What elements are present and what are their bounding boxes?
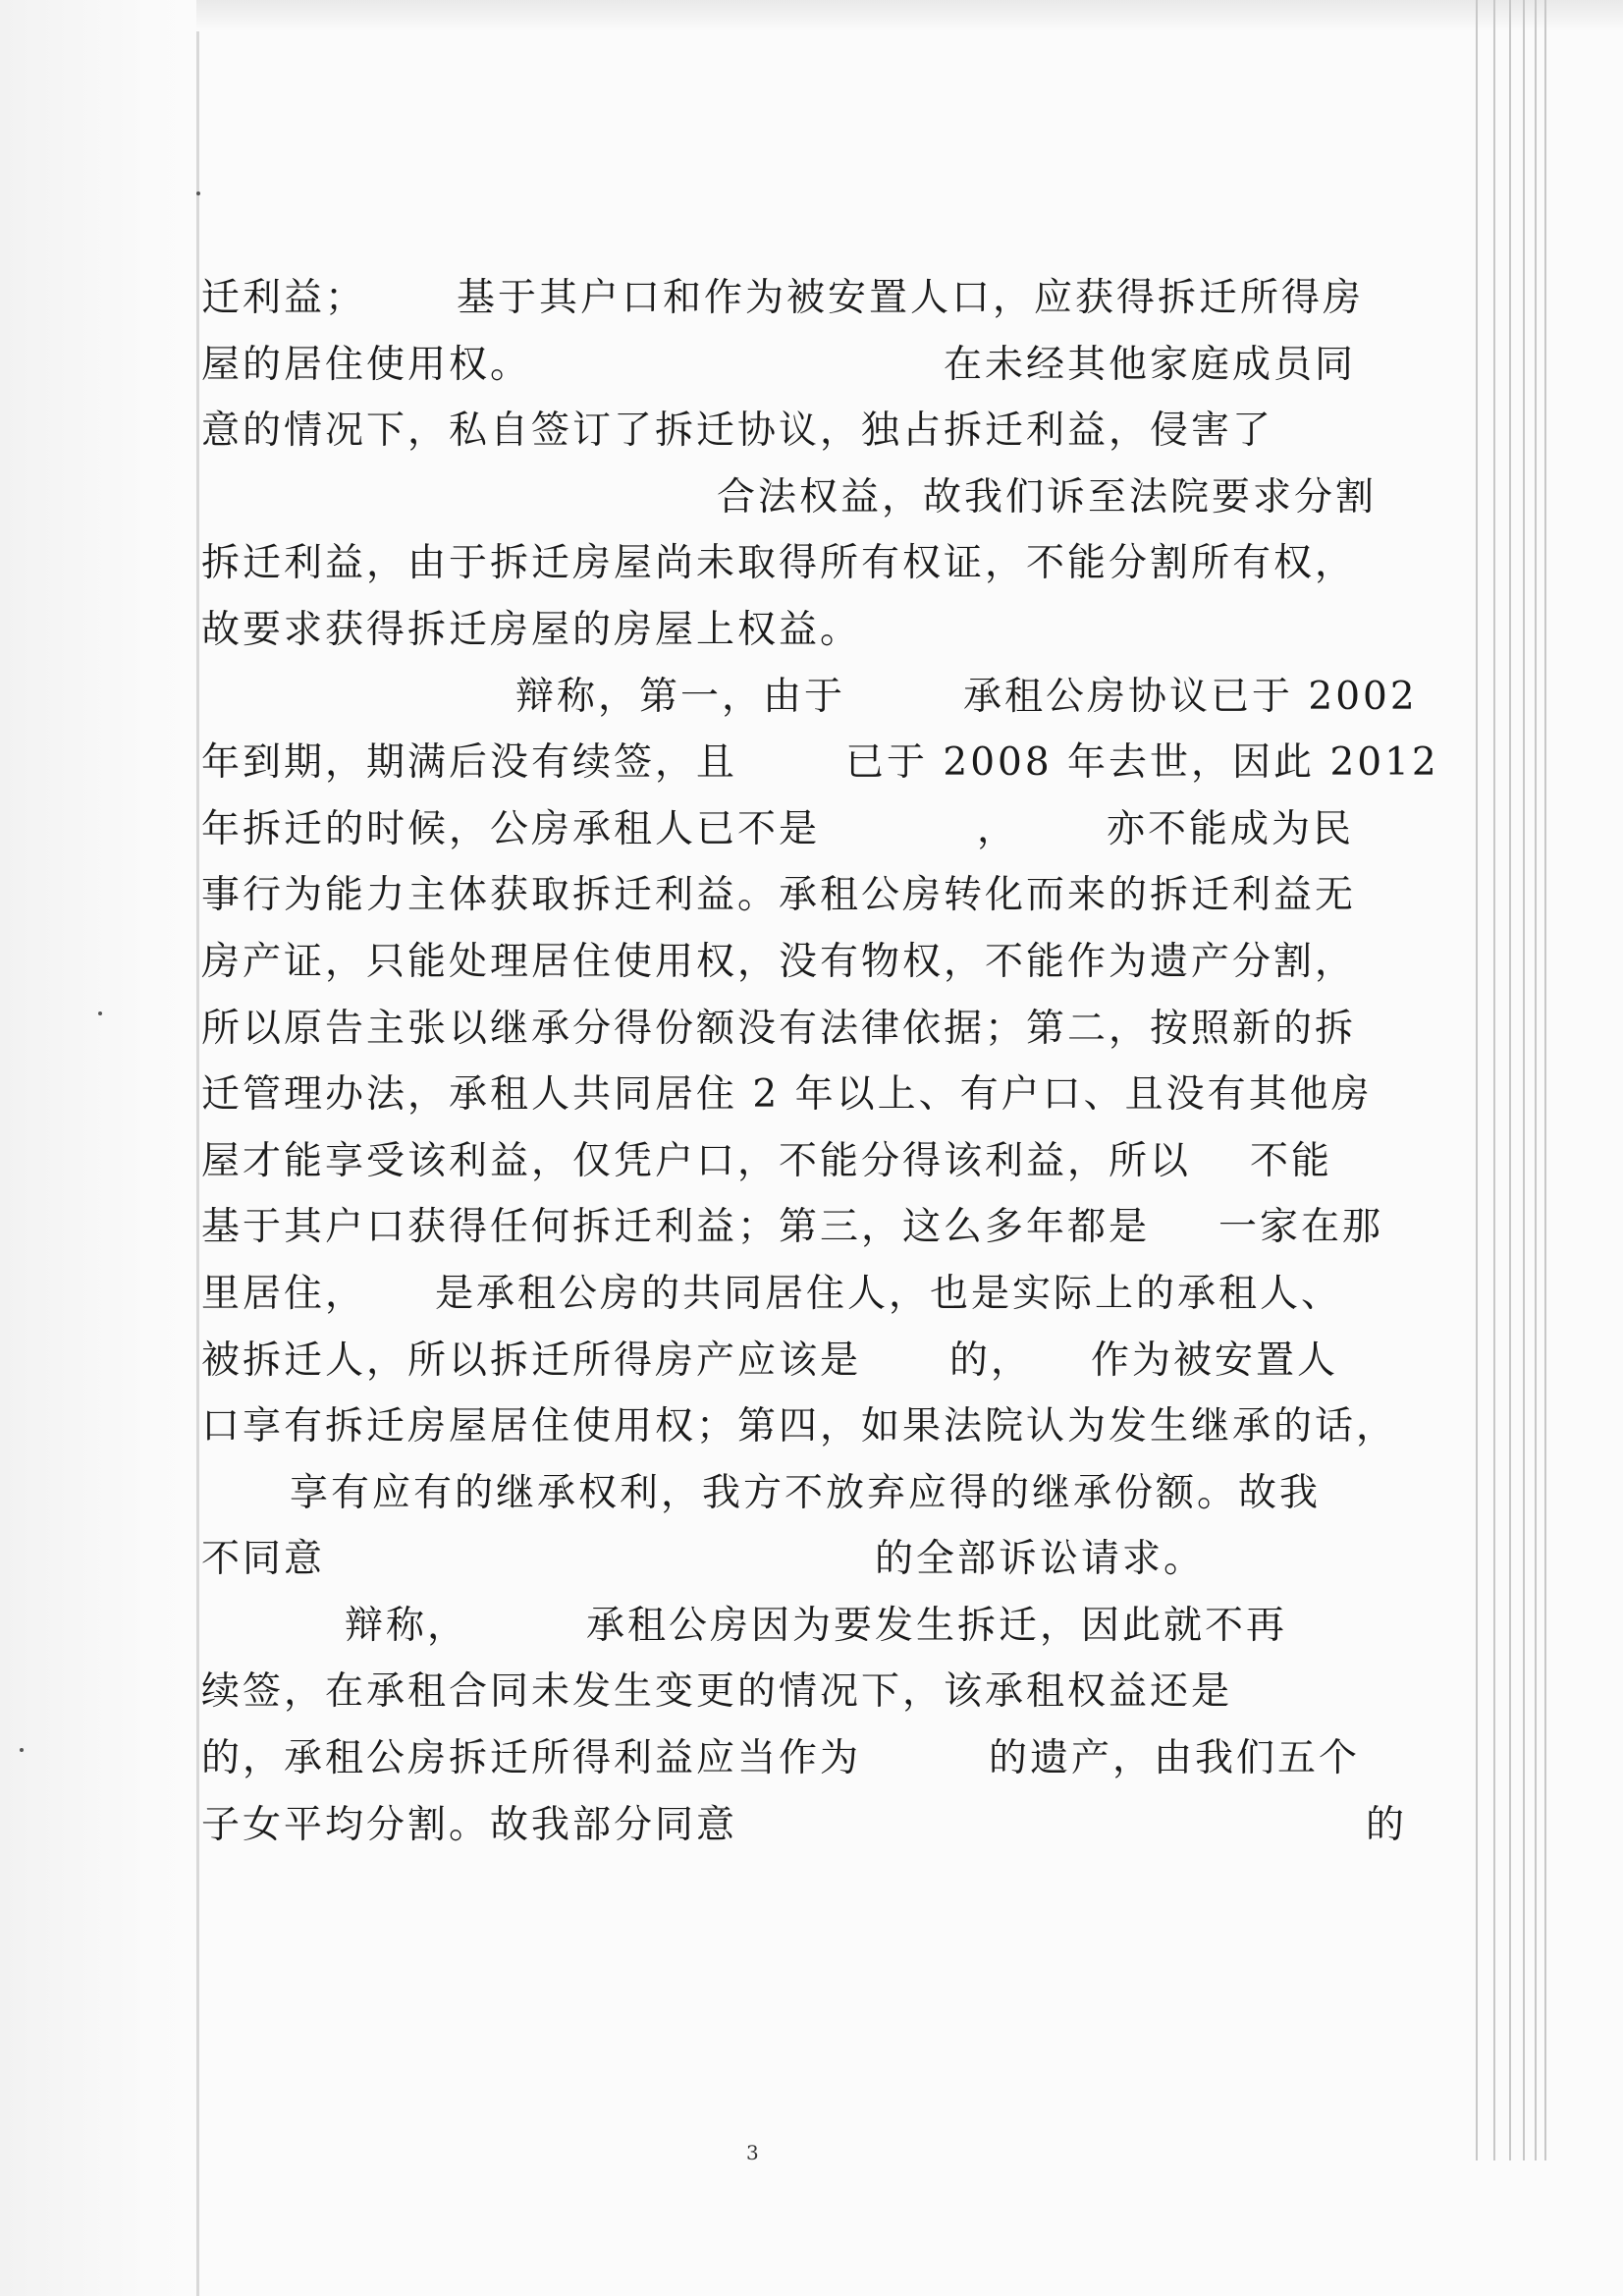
- text-line: [201, 1194, 1429, 1261]
- page-number: 3: [746, 2141, 759, 2164]
- text-line: [201, 1328, 1429, 1394]
- text-segment: 辩称，第一，由于: [515, 674, 846, 719]
- text-line: [201, 1593, 1429, 1660]
- text-line: [201, 398, 1429, 465]
- text-segment: 迁管理办法，承租人共同居住 2 年以上、有户口、且没有其他房: [201, 1072, 1373, 1118]
- text-line: [201, 1792, 1429, 1859]
- text-segment: 享有应有的继承权利，我方不放弃应得的继承份额。故我: [290, 1470, 1322, 1515]
- text-line: [201, 730, 1439, 796]
- scan-left-edge: [0, 0, 187, 2296]
- text-segment: 口享有拆迁房屋居住使用权；第四，如果法院认为发生继承的话，: [201, 1404, 1398, 1449]
- text-line: [201, 796, 1429, 863]
- text-line: [201, 1062, 1429, 1128]
- text-segment: 意的情况下，私自签订了拆迁协议，独占拆迁利益，侵害了: [201, 409, 1274, 454]
- text-segment: 基于其户口和作为被安置人口，应获得拆迁所得房: [457, 276, 1365, 320]
- text-segment: 辩称，: [345, 1603, 469, 1648]
- text-segment: 的遗产，由我们五个: [989, 1736, 1361, 1781]
- scan-speck: [196, 191, 200, 195]
- text-segment: 事行为能力主体获取拆迁利益。承租公房转化而来的拆迁利益无: [201, 873, 1357, 918]
- text-segment: 已于 2008 年去世，因此 2012: [845, 740, 1439, 786]
- text-line: [201, 597, 1429, 664]
- text-segment: 年到期，期满后没有续签，且: [201, 740, 738, 786]
- text-segment: 故要求获得拆迁房屋的房屋上权益。: [201, 607, 862, 652]
- scan-speck: [20, 1748, 24, 1752]
- text-segment: 是承租公房的共同居住人，也是实际上的承租人、: [435, 1271, 1343, 1316]
- text-segment: 在未经其他家庭成员同: [944, 342, 1357, 387]
- scan-speck: [98, 1011, 102, 1015]
- text-segment: 房产证，只能处理居住使用权，没有物权，不能作为遗产分割，: [201, 939, 1357, 984]
- text-line: [201, 664, 1429, 731]
- text-segment: 年拆迁的时候，公房承租人已不是: [201, 806, 821, 851]
- text-segment: 的全部诉讼请求。: [875, 1537, 1206, 1582]
- text-segment: 的: [1366, 1802, 1408, 1847]
- text-line: [201, 265, 1429, 332]
- text-segment: 合法权益，故我们诉至法院要求分割: [717, 474, 1378, 519]
- text-line: [201, 1659, 1429, 1725]
- text-segment: 基于其户口获得任何拆迁利益；第三，这么多年都是: [201, 1205, 1151, 1250]
- text-line: [201, 332, 1429, 399]
- page-stack-edge: [1466, 0, 1623, 2296]
- text-segment: 作为被安置人: [1091, 1338, 1339, 1383]
- text-line: [201, 1460, 1429, 1527]
- text-line: [201, 929, 1429, 996]
- text-segment: 子女平均分割。故我部分同意: [201, 1802, 738, 1847]
- text-segment: 续签，在承租合同未发生变更的情况下，该承租权益还是: [201, 1669, 1233, 1715]
- text-segment: 不能: [1250, 1138, 1333, 1183]
- text-segment: 承租公房协议已于 2002: [963, 674, 1418, 719]
- text-segment: 承租公房因为要发生拆迁，因此就不再: [586, 1603, 1288, 1648]
- scan-top-shadow: [196, 0, 1623, 31]
- text-line: [201, 1261, 1429, 1328]
- text-line: [201, 1526, 1429, 1593]
- text-segment: ，: [977, 806, 1019, 851]
- text-segment: 的，: [949, 1338, 1033, 1383]
- text-segment: 亦不能成为民: [1107, 806, 1355, 851]
- text-line: [201, 1725, 1429, 1792]
- text-segment: 的，承租公房拆迁所得利益应当作为: [201, 1736, 862, 1781]
- scan-binding-shadow: [196, 0, 199, 2296]
- text-line: [201, 530, 1429, 597]
- text-segment: 一家在那: [1218, 1205, 1384, 1250]
- text-segment: 所以原告主张以继承分得份额没有法律依据；第二，按照新的拆: [201, 1006, 1357, 1051]
- text-line: [201, 996, 1429, 1063]
- text-segment: 屋才能享受该利益，仅凭户口，不能分得该利益，所以: [201, 1138, 1192, 1183]
- text-line: [201, 1128, 1429, 1195]
- text-segment: 拆迁利益，由于拆迁房屋尚未取得所有权证，不能分割所有权，: [201, 541, 1357, 586]
- text-segment: 不同意: [201, 1537, 326, 1582]
- body-text: [201, 265, 1439, 1858]
- text-segment: 屋的居住使用权。: [201, 342, 532, 387]
- text-segment: 迁利益；: [201, 276, 367, 320]
- text-segment: 被拆迁人，所以拆迁所得房产应该是: [201, 1338, 862, 1383]
- text-line: [201, 862, 1429, 929]
- text-line: [201, 465, 1429, 531]
- text-segment: 里居住，: [201, 1271, 367, 1316]
- text-line: [201, 1394, 1429, 1460]
